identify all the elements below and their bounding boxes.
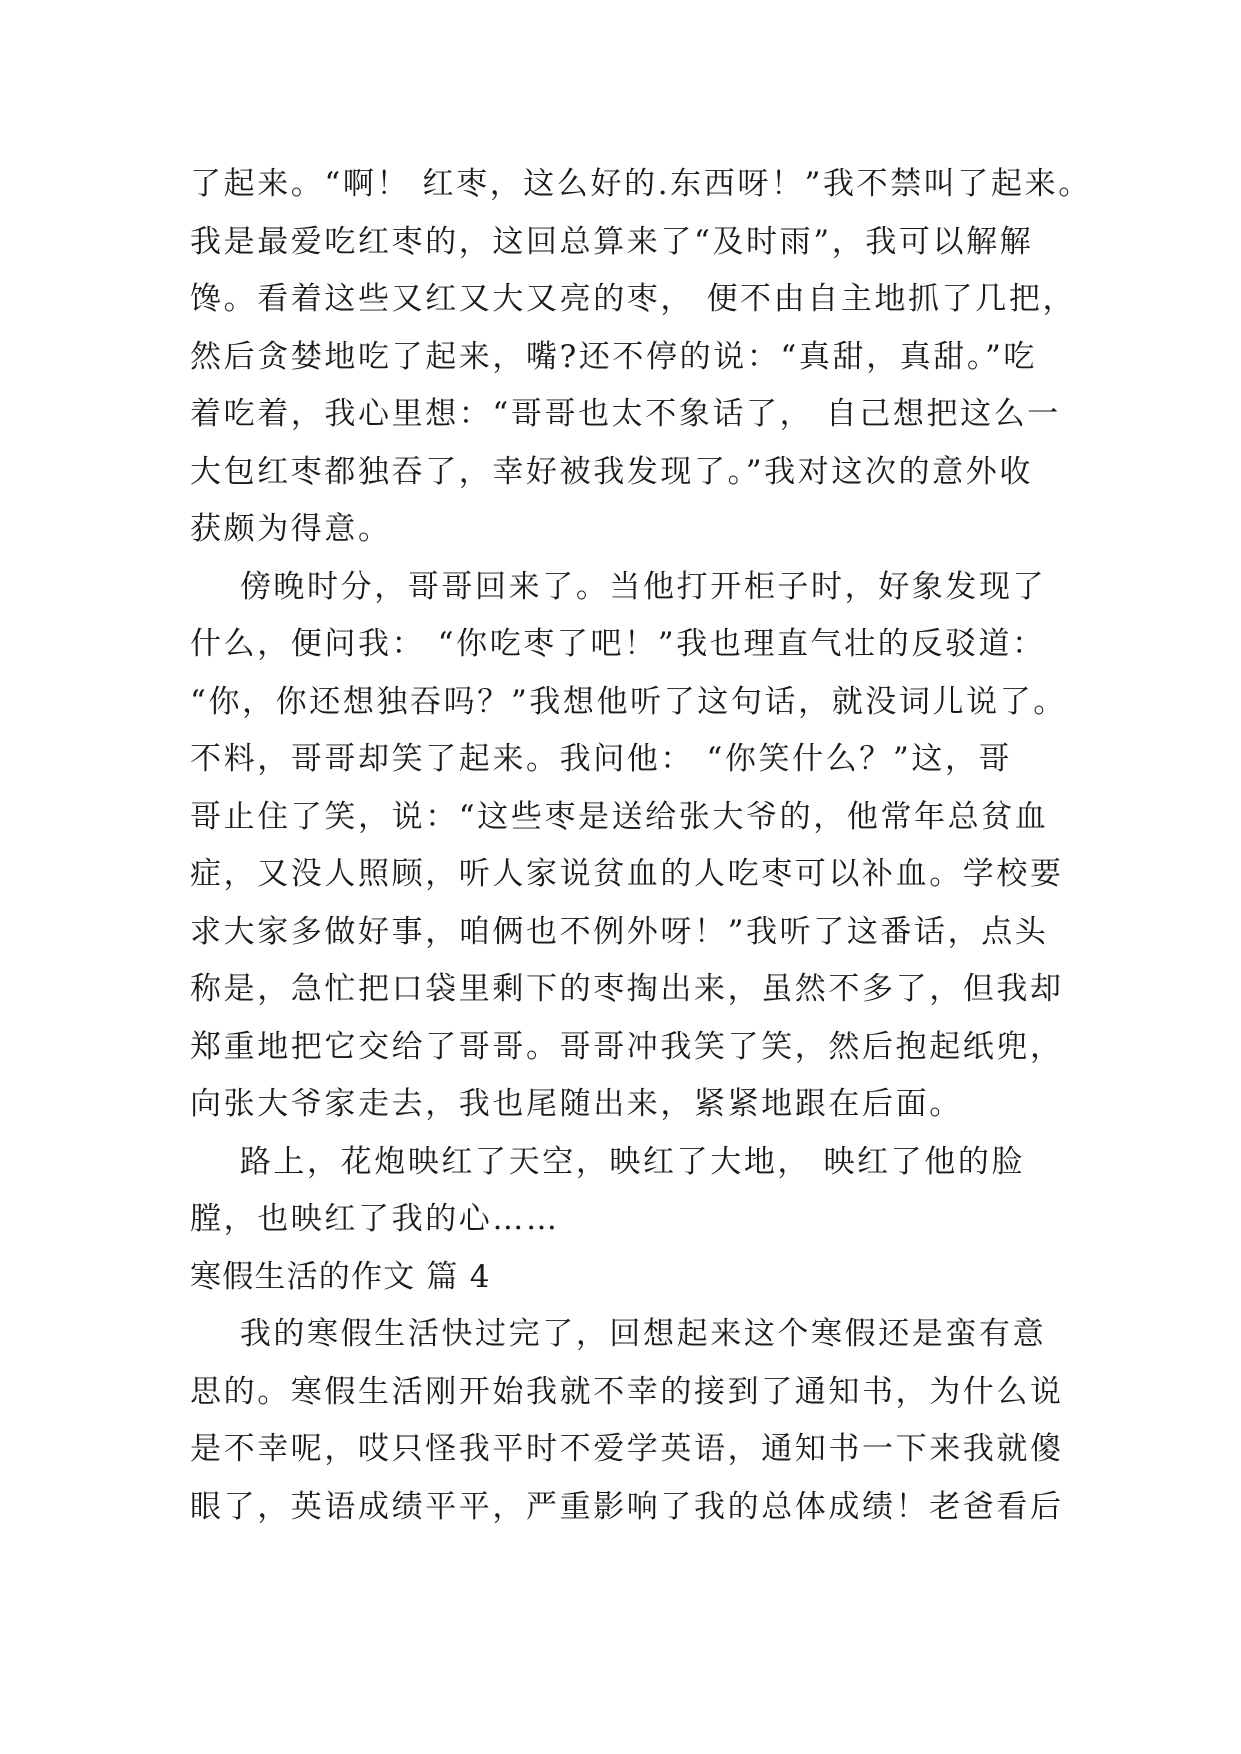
text-line: 我是最爱吃红枣的，这回总算来了“及时雨”，我可以解解 xyxy=(190,223,1034,260)
text-line: 向张大爷家走去，我也尾随出来，紧紧地跟在后面。 xyxy=(190,1086,963,1122)
text-line: 我的寒假生活快过完了，回想起来这个寒假还是蛮有意 xyxy=(190,1316,1047,1352)
text-line: 眼了，英语成绩平平，严重影响了我的总体成绩！老爸看后 xyxy=(190,1488,1064,1525)
text-line: 路上，花炮映红了天空，映红了大地， 映红了他的脸 xyxy=(190,1143,1026,1180)
text-line: 什么，便问我： “你吃枣了吧！”我也理直气壮的反驳道： xyxy=(190,626,1046,662)
text-line: 获颇为得意。 xyxy=(190,511,392,547)
text-line: 不料，哥哥却笑了起来。我问他： “你笑什么？”这，哥 xyxy=(190,741,1013,777)
text-line: 称是，急忙把口袋里剩下的枣掏出来，虽然不多了，但我却 xyxy=(190,971,1064,1007)
text-line: “你，你还想独吞吗？”我想他听了这句话，就没词儿说了。 xyxy=(190,683,1067,720)
text-line: 郑重地把它交给了哥哥。哥哥冲我笑了笑，然后抱起纸兜， xyxy=(190,1028,1064,1065)
text-line: 大包红枣都独吞了，幸好被我发现了。”我对这次的意外收 xyxy=(190,453,1033,490)
text-line: 是不幸呢，哎只怪我平时不爱学英语，通知书一下来我就傻 xyxy=(190,1431,1064,1467)
text-line: 膛，也映红了我的心…… xyxy=(190,1201,560,1237)
section-heading: 寒假生活的作文 篇 4 xyxy=(190,1258,491,1295)
text-line: 思的。寒假生活刚开始我就不幸的接到了通知书，为什么说 xyxy=(190,1373,1064,1410)
text-line: 馋。看着这些又红又大又亮的枣， 便不由自主地抓了几把， xyxy=(190,281,1077,317)
text-line: 症，又没人照顾，听人家说贫血的人吃枣可以补血。学校要 xyxy=(190,856,1064,892)
text-line: 了起来。“啊！ 红枣，这么好的.东西呀！”我不禁叫了起来。 xyxy=(190,166,1092,202)
text-line: 求大家多做好事，咱俩也不例外呀！”我听了这番话，点头 xyxy=(190,913,1049,950)
text-line: 然后贪婪地吃了起来，嘴?还不停的说：“真甜，真甜。”吃 xyxy=(190,338,1038,375)
text-line: 哥止住了笑，说：“这些枣是送给张大爷的，他常年总贫血 xyxy=(190,798,1049,835)
text-line: 傍晚时分，哥哥回来了。当他打开柜子时，好象发现了 xyxy=(190,568,1047,605)
text-line: 着吃着，我心里想：“哥哥也太不象话了， 自己想把这么一 xyxy=(190,396,1061,432)
document-body xyxy=(190,156,1092,1536)
